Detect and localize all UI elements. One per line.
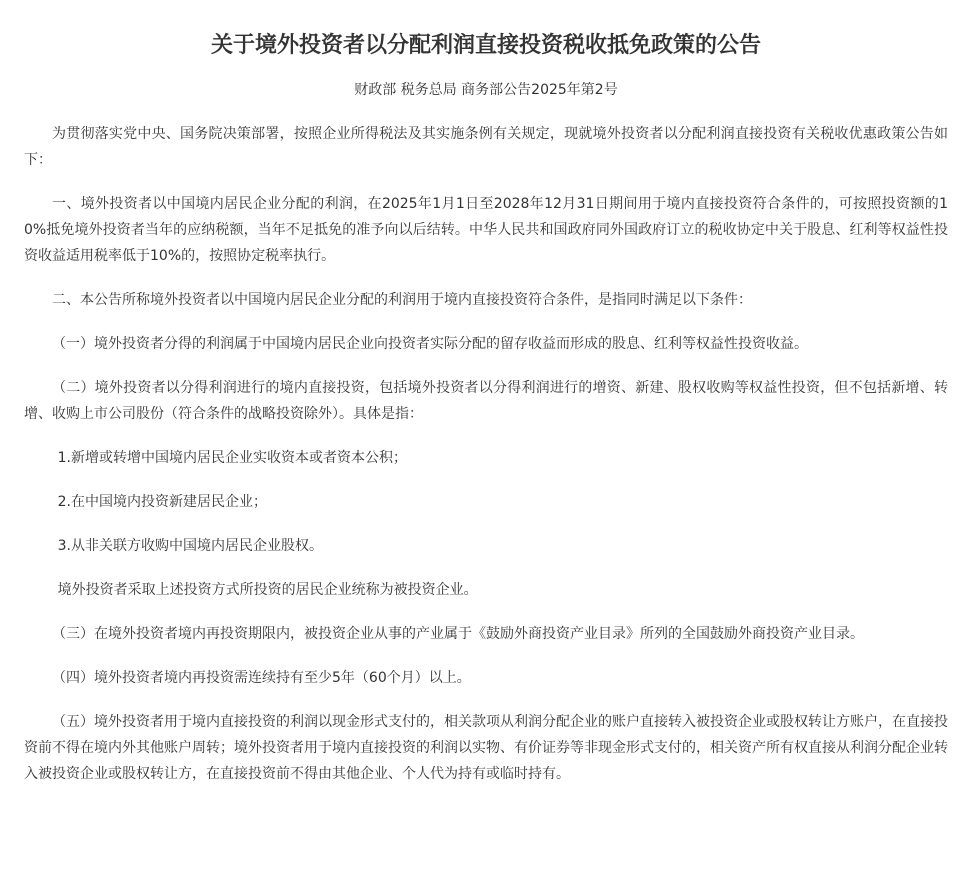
- clause-2-paragraph: 二、本公告所称境外投资者以中国境内居民企业分配的利润用于境内直接投资符合条件，是指同时满足以下条件：: [52, 292, 752, 308]
- article-body: [24, 121, 948, 787]
- condition-2-paragraph: （二）境外投资者以分得利润进行的境内直接投资，包括境外投资者以分得利润进行的增资、新建、股权收购等权益性投资，但不包括新增、转增、收购上市公司股份（符合条件的战略投资除外）。具体是指：: [24, 380, 948, 422]
- list-item: 3.从非关联方收购中国境内居民企业股权。: [57, 538, 323, 554]
- list-item: 2.在中国境内投资新建居民企业；: [57, 494, 267, 510]
- condition-1-paragraph: （一）境外投资者分得的利润属于中国境内居民企业向投资者实际分配的留存收益而形成的股息、红利等权益性投资收益。: [52, 336, 808, 352]
- list-item: 1.新增或转增中国境内居民企业实收资本或者资本公积；: [57, 450, 407, 466]
- investee-definition-paragraph: 境外投资者采取上述投资方式所投资的居民企业统称为被投资企业。: [57, 582, 478, 598]
- clause-1-paragraph: 一、境外投资者以中国境内居民企业分配的利润，在2025年1月1日至2028年12月31日期间用于境内直接投资符合条件的，可按照投资额的10%抵免境外投资者当年的应纳税额，当年不足抵免的准予向以后结转。中华人民共和国政府同外国政府订立的税收协定中关于股息、红利等权益性投资收益适用税率低于10%的，按照协定税率执行。: [24, 196, 948, 264]
- issuer-line: 财政部 税务总局 商务部公告2025年第2号: [354, 82, 618, 98]
- condition-4-paragraph: （四）境外投资者境内再投资需连续持有至少5年（60个月）以上。: [52, 670, 471, 686]
- page-title: 关于境外投资者以分配利润直接投资税收抵免政策的公告: [210, 33, 761, 58]
- condition-5-paragraph: （五）境外投资者用于境内直接投资的利润以现金形式支付的，相关款项从利润分配企业的账户直接转入被投资企业或股权转让方账户，在直接投资前不得在境内外其他账户周转；境外投资者用于境内直接投资的利润以实物、有价证券等非现金形式支付的，相关资产所有权直接从利润分配企业转入被投资企业或股权转让方，在直接投资前不得由其他企业、个人代为持有或临时持有。: [24, 714, 948, 782]
- preamble-paragraph: 为贯彻落实党中央、国务院决策部署，按照企业所得税法及其实施条例有关规定，现就境外投资者以分配利润直接投资有关税收优惠政策公告如下：: [24, 126, 948, 168]
- condition-3-paragraph: （三）在境外投资者境内再投资期限内，被投资企业从事的产业属于《鼓励外商投资产业目录》所列的全国鼓励外商投资产业目录。: [52, 626, 864, 642]
